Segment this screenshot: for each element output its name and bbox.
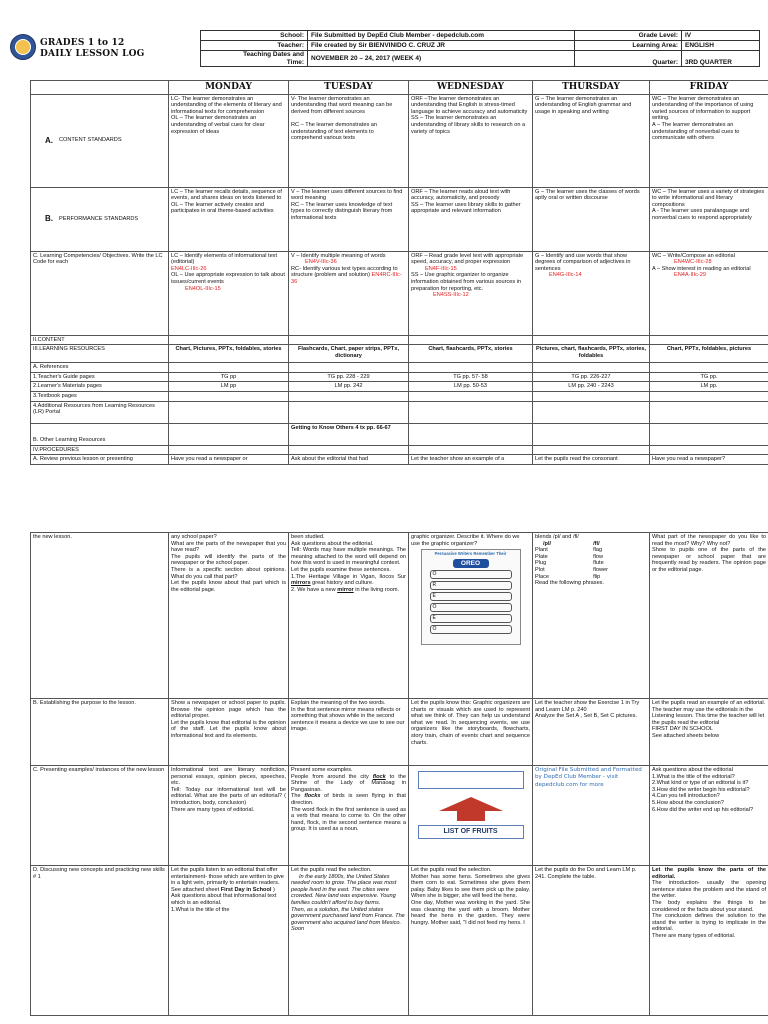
organizer-line: O — [430, 625, 512, 634]
examples-fri: Ask questions about the editorial 1.What is the title of the editorial? 2.What kind or type of an editorial is it? 3.How did the writer begin his editorial? 4.Can you tell introduction? 5.How about the conclusion? 6.How did the writer end up his editorial? — [650, 766, 768, 866]
review-mon: any school paper? What are the parts of the newspaper that you have read? The pupils will identify the parts of the newspaper or the school paper. There is a specific section about opinions. What do you call that part? Let the pupils know about that part which is the editorial page. — [169, 533, 289, 699]
discussing-fri: Let the pupils know the parts of the editorial. The introduction- usually the opening sentence states the problem and the stand of the writer. The body explains the things to be considered or the facts about your stand. The conclusion defines the solution to the stand the writer is trying to implicate in the editorial. There are many types of editorial. — [650, 866, 768, 1016]
textbook-label: 3.Textbook pages — [31, 391, 169, 401]
lesson-grid-bottom — [30, 532, 768, 1016]
discussing-wed: Let the pupils read the selection. Mother has some hens. Sometimes she gives them corn to eat. Sometimes she gives them palay. Baby likes to see them pick up the palay. When she is bigger, she will feed the hens. One day, Mother was working in the yard. She was cleaning the yard with a broom. Mother heard the hens in the garden. They were hungry. Mother said, "I did not feed my hens. I — [409, 866, 533, 1016]
purpose-thu: Let the teacher show the Exercise 1 in Try and Learn LM p. 240 Analyze the Set A , Set B, Set C pictures. — [533, 699, 650, 766]
review-mon-top: Have you read a newspaper or — [169, 455, 289, 465]
content-standards-wed: ORF –The learner demonstrates an understanding that English is stress-timed language to achieve accuracy and automaticity SS – The learner demonstrates an understanding of library skills to research on a variety of topics — [409, 94, 533, 187]
performance-standards-label: B. PERFORMANCE STANDARDS — [31, 187, 169, 251]
dates-label: Teaching Dates and Time: — [201, 51, 308, 67]
content-standards-fri: WC – The learner demonstrates an understanding of the importance of using varied sources of information to support writing. A – The learner demonstrates an understanding of nonverbal cues to communicate with others — [650, 94, 768, 187]
content-label: II.CONTENT — [31, 335, 169, 345]
purpose-mon: Show a newspaper or school paper to pupils. Browse the opinion page which has the editorial proper. Let the pupils know that editorial is the opinion of the staff. Let the pupils know about informational text and its elements. — [169, 699, 289, 766]
watermark-text: Original File Submitted and Formatted by DepEd Club Member - visit depedclub.com for more — [535, 767, 642, 788]
discussing-tue: Let the pupils read the selection. In the early 1800s, the United States needed room to grow. The place was most people lived in the east. The cities were crowded. New land was expensive. Young families couldn't afford to buy farms. Then, as a solution, the United states government purchased land from France. The government also acquired land from Mexico. Soon — [289, 866, 409, 1016]
resources-wed: Chart, flashcards, PPTx, stories — [409, 345, 533, 363]
day-thursday: THURSDAY — [533, 81, 650, 95]
lm-tue: LM pp. 242 — [289, 382, 409, 392]
corner-cell — [31, 81, 169, 95]
resources-thu: Pictures, chart, flashcards, PPTx, stories, foldables — [533, 345, 650, 363]
learners-materials-label: 2.Learner's Materials pages — [31, 382, 169, 392]
lc-code: EN4A-IIIc-29 — [674, 272, 707, 279]
grade-label: Grade Level: — [575, 31, 682, 41]
quarter-label: Quarter: — [575, 51, 682, 67]
additional-resources-label: 4.Additional Resources from Learning Resources (LR) Portal — [31, 401, 169, 423]
references-label: A. References — [31, 363, 169, 373]
blends-table: /pl/ /fl/ Plant flag Plate flow Plug flute Plot flower Place flip — [535, 540, 609, 580]
tg-mon: TG pp — [169, 372, 289, 382]
competencies-label: C. Learning Competencies/ Objectives. Write the LC Code for each — [31, 251, 169, 335]
organizer-line: O — [430, 570, 512, 579]
up-arrow-icon — [411, 797, 530, 821]
learning-resources-label: III.LEARNING RESOURCES — [31, 345, 169, 363]
review-label-bottom: the new lesson. — [31, 533, 169, 699]
examples-mon: Informational text are literary nonfiction, personal essays, opinion pieces, speeches, etc. Tell: Today our informational text will be editorial. What are the parts of an editorial? ( introduction, body, conclusion) There are many types of editorial. — [169, 766, 289, 866]
discussing-thu: Let the pupils do the Do and Learn LM p. 241. Complete the table. — [533, 866, 650, 1016]
deped-seal-icon — [10, 34, 36, 60]
content-standards-mon: LC- The learner demonstrates an understanding of the elements of literary and informational texts for comprehension OL – The learner demonstrates an understanding of verbal cues for clear expression of ideas — [169, 94, 289, 187]
review-thu: blends /pl/ and /fl/ /pl/ /fl/ Plant flag Plate flow Plug flute Plot flower Place flip Read the following phrases. — [533, 533, 650, 699]
log-title: GRADES 1 to 12 DAILY LESSON LOG — [40, 38, 145, 59]
tg-tue: TG pp. 228 - 229 — [289, 372, 409, 382]
oreo-graphic-organizer: Persuasive Writers Remember Their OREO O R E O E O — [421, 549, 521, 645]
lc-code: EN4G-IIIc-14 — [549, 272, 582, 279]
performance-standards-mon: LC – The learner recalls details, sequence of events, and shares ideas on texts listened to OL – The learner actively creates and participates in oral theme-based activities — [169, 187, 289, 251]
resources-tue: Flashcards, Chart, paper strips, PPTx, dictionary — [289, 345, 409, 363]
organizer-line: O — [430, 603, 512, 612]
review-tue: been studied. Ask questions about the editorial. Tell: Words may have multiple meanings. The meaning attached to the word will depend on how this word is used in meaningful context. Let the pupils examine these sentences. 1.The Heritage Village in Vigan, Ilocos Sur mirrors great history and culture. 2. We have a new mirror in the living room. — [289, 533, 409, 699]
purpose-tue: Explain the meaning of the two words. In the first sentence mirror means reflects or something that shows while in the second sentence it means a device we use to see our image. — [289, 699, 409, 766]
organizer-line: R — [430, 581, 512, 590]
content-standards-tue: V- The learner demonstrates an understanding that word meaning can be derived from different sources RC – The learner demonstrates an understanding of text elements to comprehend various texts — [289, 94, 409, 187]
content-standards-label: A. CONTENT STANDARDS — [31, 94, 169, 187]
other-resources-tue: Getting to Know Others 4 tx pp. 66-67 — [289, 423, 409, 445]
performance-standards-thu: G – The learner uses the classes of words aptly oral or written discourse — [533, 187, 650, 251]
examples-wed — [409, 766, 533, 866]
other-resources-label: B. Other Learning Resources — [31, 423, 169, 445]
purpose-wed: Let the pupils know this: Graphic organizers are charts or visuals which are used to represent what we think of. They can help us understand what we read. In sequencing events, we use organizers like the storyboards, flowcharts, story train, chain of events chart and sequence charts. — [409, 699, 533, 766]
competencies-thu: G – Identify and use words that show degrees of comparison of adjectives in sentences EN4G-IIIc-14 — [533, 251, 650, 335]
day-friday: FRIDAY — [650, 81, 768, 95]
review-wed: graphic organizer. Describe it. Where do we use the graphic organizer? Persuasive Writers Remember Their OREO O R E O E O — [409, 533, 533, 699]
dates-value: NOVEMBER 20 – 24, 2017 (WEEK 4) — [308, 51, 575, 67]
blank-box — [418, 771, 524, 789]
tg-fri: TG pp. — [650, 372, 768, 382]
day-tuesday: TUESDAY — [289, 81, 409, 95]
review-fri-top: Have you read a newspaper? — [650, 455, 768, 465]
teacher-value: File created by Sir BIENVINIDO C. CRUZ JR — [308, 41, 575, 51]
lm-wed: LM pp. 50-53 — [409, 382, 533, 392]
lm-thu: LM pp. 240 - 2243 — [533, 382, 650, 392]
review-thu-top: Let the pupils read the consonant — [533, 455, 650, 465]
lm-mon: LM pp — [169, 382, 289, 392]
day-monday: MONDAY — [169, 81, 289, 95]
content-standards-thu: G – The learner demonstrates an understanding of English grammar and usage in speaking and writing — [533, 94, 650, 187]
competencies-tue: V – Identify multiple meaning of words EN4V-IIIc-36 RC- Identify various text types according to structure (problem and solution) EN4RC-IIIc-36 — [289, 251, 409, 335]
discussing-label: D. Discussing new concepts and practicing new skills # 1 — [31, 866, 169, 1016]
teachers-guide-label: 1.Teacher's Guide pages — [31, 372, 169, 382]
oreo-logo: OREO — [453, 559, 489, 568]
teacher-label: Teacher: — [201, 41, 308, 51]
resources-fri: Chart, PPTx, foldables, pictures — [650, 345, 768, 363]
school-label: School: — [201, 31, 308, 41]
review-tue-top: Ask about the editorial that had — [289, 455, 409, 465]
lc-code: EN4RC-IIIc-36 — [291, 272, 402, 285]
lc-code: EN4LC-IIIc-26 — [171, 265, 207, 272]
resources-mon: Chart, Pictures, PPTx, foldables, stories — [169, 345, 289, 363]
lesson-grid-top — [30, 80, 768, 465]
tg-wed: TG pp. 57- 58 — [409, 372, 533, 382]
review-fri: What part of the newspaper do you like to read the most? Why? Why not? Show to pupils one of the parts of the newspaper or school paper that are frequently read by readers. The opinion page or the editorial page. — [650, 533, 768, 699]
list-of-fruits-box: LIST OF FRUITS — [418, 825, 524, 839]
area-value: ENGLISH — [682, 41, 760, 51]
header-info-table — [200, 30, 760, 67]
grade-value: IV — [682, 31, 760, 41]
lm-fri: LM pp. — [650, 382, 768, 392]
review-label-top: A. Review previous lesson or presenting — [31, 455, 169, 465]
procedures-label: IV.PROCEDURES — [31, 445, 169, 455]
area-label: Learning Area: — [575, 41, 682, 51]
organizer-line: E — [430, 614, 512, 623]
examples-thu — [533, 766, 650, 866]
performance-standards-tue: V – The learner uses different sources to find word meaning RC – The learner uses knowledge of text types to correctly distinguish literary from informational texts — [289, 187, 409, 251]
organizer-line: E — [430, 592, 512, 601]
quarter-value: 3RD QUARTER — [682, 51, 760, 67]
school-value: File Submitted by DepEd Club Member - depedclub.com — [308, 31, 575, 41]
examples-tue: Present some examples. People from around the city flock to the Shrine of the Lady of Manaoag in Pangasinan. The flocks of birds is seen flying in that direction. The word flock in the first sentence is used as a verb that means to come to. On the other hand, flock, in the second sentence means a group. It is used as a noun. — [289, 766, 409, 866]
discussing-mon: Let the pupils listen to an editorial that offer entertainment- those which are written to give in a light vein, primarily to entertain readers. See attached sheet First Day in School ) Ask questions about that informational text which is an editorial. 1.What is the title of the — [169, 866, 289, 1016]
purpose-label: B. Establishing the purpose to the lesson. — [31, 699, 169, 766]
lc-code: EN4WC-IIIc-28 — [674, 259, 712, 266]
lc-code: EN4SS-IIIc-12 — [433, 292, 469, 299]
competencies-mon: LC – Identify elements of informational text (editorial) EN4LC-IIIc-26 OL – Use appropriate expression to talk about issues/current events EN4OL-IIIc-15 — [169, 251, 289, 335]
lc-code: EN4V-IIIc-36 — [305, 259, 337, 266]
day-wednesday: WEDNESDAY — [409, 81, 533, 95]
competencies-wed: ORF – Read grade level text with appropriate speed, accuracy, and proper expression EN4F-IIIc-15 SS – Use graphic organizer to organize information obtained from various sources in preparation for reporting, etc. EN4SS-IIIc-12 — [409, 251, 533, 335]
competencies-fri: WC – Write/Compose an editorial EN4WC-IIIc-28 A – Show interest in reading an editorial EN4A-IIIc-29 — [650, 251, 768, 335]
performance-standards-fri: WC – The learner uses a variety of strategies to write informational and literary compositions A - The learner uses paralanguage and nonverbal cues to respond appropriately — [650, 187, 768, 251]
lc-code: EN4F-IIIc-15 — [425, 265, 457, 272]
examples-label: C. Presenting examples/ instances of the new lesson — [31, 766, 169, 866]
performance-standards-wed: ORF – The learner reads aloud text with accuracy, automaticity, and prosody SS – The learner uses library skills to gather appropriate and relevant information — [409, 187, 533, 251]
lc-code: EN4OL-IIIc-15 — [185, 285, 221, 292]
tg-thu: TG pp. 226-227 — [533, 372, 650, 382]
purpose-fri: Let the pupils read an example of an editorial. The teacher may use the editorials in the Listening lesson. This time the teacher will let the pupils read the editorial FIRST DAY IN SCHOOL See attached sheets below — [650, 699, 768, 766]
review-wed-top: Let the teacher show an example of a — [409, 455, 533, 465]
